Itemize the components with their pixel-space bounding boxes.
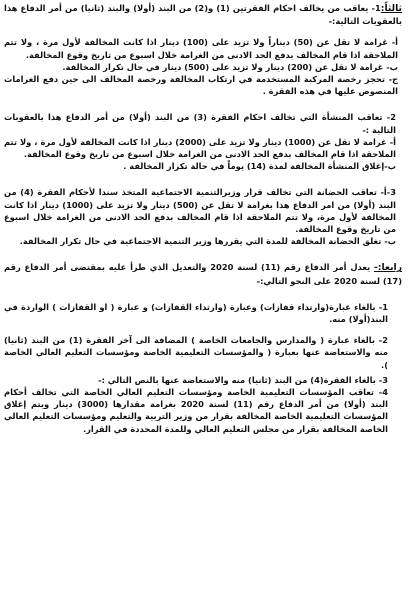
section-3-intro bbox=[4, 2, 402, 27]
spacer bbox=[4, 27, 402, 36]
section-3-item2-intro: 2- تعاقب المنشأة التي تخالف احكام الفقرة (3) من البند (أولا) من أمر الدفاع هذا بالعقوبات التالية :- bbox=[4, 112, 397, 135]
section-4-intro bbox=[4, 261, 402, 286]
section-3-item2-b: ب-إغلاق المنشأة المخالفة لمدة (14) يوماً في حالة تكرار المخالفة . bbox=[123, 161, 396, 172]
section-4-heading: رابعا:- bbox=[373, 262, 402, 274]
section-4-item-2: 2- بالغاء عبارة ( والمدارس والجامعات الخاصة ) المضافة الى آخر الفقرة (1) من البند (ثانيا) منه والاستعاضة عنها بعبارة ( والمؤسسات التعليمية الخاصة ومؤسسات التعليم العالي الخاصة ). bbox=[4, 335, 388, 370]
section-4-intro-text: يعدل أمر الدفاع رقم (11) لسنة 2020 والتعديل الذي طرأ عليه بمقتضى أمر الدفاع رقم (17) لسنة 2020 على النحو التالي:- bbox=[4, 262, 402, 286]
spacer bbox=[4, 287, 402, 301]
section-4-item-1: 1- بالغاء عبارة(وارتداء قفازات) وعبارة (وارتداء القفازات) و عبارة ( او القفازات ) الواردة في البند(أولا) منه. bbox=[4, 301, 388, 325]
section-3-item-a: أ- غرامة لا تقل عن (50) ديناراً ولا تزيد على (100) دينار اذا كانت المخالفة لأول مرة ، ولا تتم الملاحقة اذا قام المخالف بدفع الحد الادنى من الغرامة خلال اسبوع من تاريخ وقوع المخالفة. bbox=[4, 37, 399, 60]
section-3-item3-a: 3-أ- تعاقب الحضانة التي تخالف قرار وزيرالتنمية الاجتماعية المتخذ سندا لأحكام الفقرة (4) من البند (أولا) من امر الدفاع هذا بغرامة لا تقل عن (500) دينار ولا تزيد على (1000) دينار اذا كانت المخالفة لأول مرة، ولا تتم الملاحقة اذا قام المخالف بدفع الحد الادنى من الغرامة خلال اسبوع من تاريخ وقوع المخالفة. bbox=[4, 187, 396, 235]
section-3-item2-a: أ- غرامة لا تقل عن (1000) دينار ولا تزيد على (2000) دينار اذا كانت المخالفة لأول مرة ، ولا تتم الملاحقة اذا قام المخالف بدفع الحد الادنى من الغرامة خلال اسبوع من تاريخ وقوع المخالفة. bbox=[4, 136, 397, 160]
section-3-item-c: ج- تحجز رخصة المركبة المستخدمة في ارتكاب المخالفة ورخصة المخالف الى حين دفع الغرامات المنصوص عليها في هذه الفقرة . bbox=[4, 74, 398, 97]
section-3-heading: ثالثاً: bbox=[380, 3, 402, 14]
section-4-item-3: 3- بالغاء الفقرة(4) من البند (ثانيا) منه والاستعاضة عنها بالنص التالي :- bbox=[98, 374, 388, 385]
section-3-item-b: ب- غرامة لا تقل عن (200) دينار ولا تزيد على (500) دينار في حال تكرار المخالفة. bbox=[62, 61, 398, 72]
section-3-intro-text: 1- يعاقب من يخالف احكام الفقرتين (1) و(2) من البند (أولا) والبند (ثانيا) من أمر الدفاع هذا بالعقوبات التالية:- bbox=[4, 3, 402, 27]
spacer bbox=[4, 247, 402, 261]
section-4-item-4: 4- تعاقب المؤسسات التعليمية الخاصة ومؤسسات التعليم العالي الخاصة التي تخالف أحكام البند (أولا) من أمر الدفاع رقم (11) لسنة 2020 بغرامة مقدارها (3000) دينار ويتم إغلاق المؤسسات التعليمية الخاصة المخالفة بقرار من وزير التربية والتعليم ومؤسسات التعليم العالي الخاصة المخالفة بقرار من مجلس التعليم العالي وللمدة المحددة في القرار. bbox=[4, 387, 389, 434]
spacer bbox=[4, 325, 402, 334]
spacer bbox=[4, 172, 402, 186]
spacer bbox=[4, 97, 402, 111]
section-3-item3-b: ب- تغلق الحضانة المخالفة للمدة التي يقررها وزير التنمية الاجتماعية في حال تكرار المخالفة. bbox=[19, 236, 396, 247]
